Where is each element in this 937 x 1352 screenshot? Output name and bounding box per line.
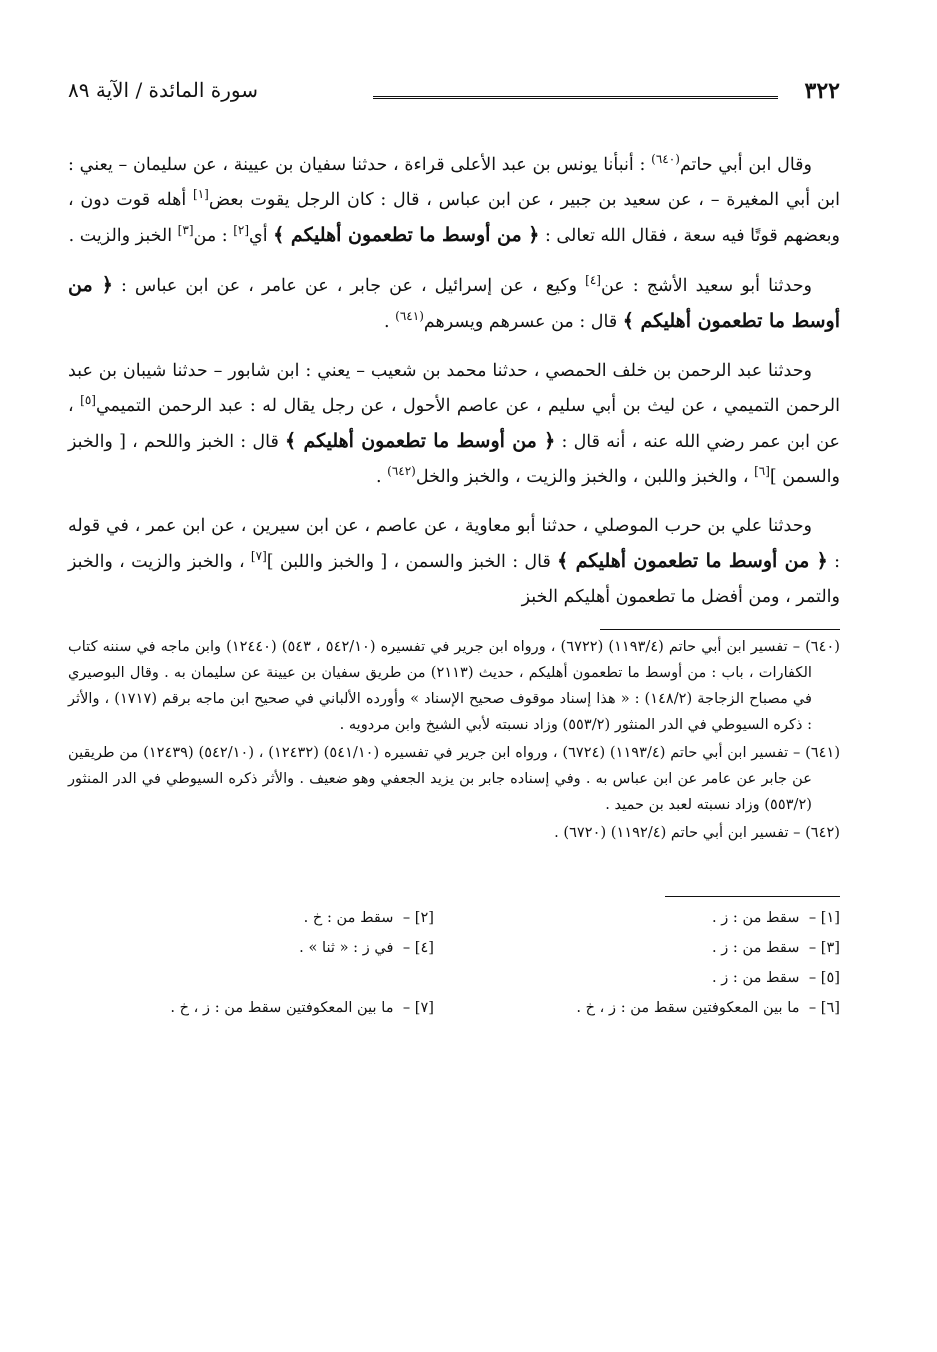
note-number: [٤] – bbox=[402, 939, 434, 956]
note-text: في ز : « ثنا » . bbox=[299, 939, 394, 956]
main-text bbox=[68, 148, 840, 615]
paragraph bbox=[68, 268, 840, 340]
paragraph-text: وحدثنا عبد الرحمن بن خلف الحمصي ، حدثنا محمد بن شعيب – يعني : ابن شابور – حدثنا شيبان بن عبد الرحمن التميمي ، عن ليث بن أبي سليم ، عن عاصم الأحول ، عن رجل يقال له : عبد الرحمن التميمي bbox=[68, 361, 840, 416]
quran-quote: ﴿ من أوسط ما تطعمون أهليكم ﴾ bbox=[273, 224, 540, 246]
note-text: سقط من : خ . bbox=[303, 909, 394, 926]
note-text: ما بين المعكوفتين سقط من : ز ، خ . bbox=[576, 999, 800, 1016]
paragraph-text: : من bbox=[193, 226, 234, 246]
editorial-note bbox=[68, 905, 434, 931]
paragraph-text: وكيع ، عن إسرائيل ، عن جابر ، عن عامر ، عن ابن عباس : bbox=[112, 276, 586, 296]
paragraph bbox=[68, 509, 840, 615]
note-number: [٣] – bbox=[808, 939, 840, 956]
paragraph-text: قال : من عسرهم ويسرهم bbox=[423, 312, 623, 332]
editorial-note bbox=[474, 995, 840, 1021]
paragraph-text: ، والخبز واللبن ، والخبز والزيت ، والخبز والخل bbox=[415, 467, 755, 487]
footnote-rule bbox=[600, 629, 840, 630]
note-reference: (٦٤٢) bbox=[387, 464, 416, 479]
quran-quote: ﴿ من أوسط ما تطعمون أهليكم ﴾ bbox=[285, 430, 556, 452]
note-text: ما بين المعكوفتين سقط من : ز ، خ . bbox=[170, 999, 394, 1016]
editorial-notes-rule bbox=[665, 896, 840, 897]
paragraph-text: وحدثنا علي بن حرب الموصلي ، حدثنا أبو معاوية ، عن عاصم ، عن ابن سيرين ، عن ابن عمر ، في قوله : bbox=[68, 516, 840, 572]
editorial-note bbox=[474, 905, 840, 931]
note-number: [٧] – bbox=[402, 999, 434, 1016]
paragraph-text: وقال ابن أبي حاتم bbox=[679, 155, 812, 175]
note-number: [٥] – bbox=[808, 969, 840, 986]
note-reference: [٢] bbox=[233, 223, 250, 238]
footnote: (٦٤٠) – تفسير ابن أبي حاتم (١١٩٣/٤) (٦٧٢٢) ، ورواه ابن جرير في تفسيره (٥٤٢/١٠ ، ٥٤٣) (١٢٤٤٠) وابن ماجه في سننه كتاب الكفارات ، باب : من أوسط ما تطعمون أهليكم ، حديث (٢١١٣) من طريق سفيان بن عيينة عن سليمان به . وقال البوصيري في مصباح الزجاجة (١٤٨/٢) : « هذا إسناد موقوف صحيح الإسناد » وأورده الألباني في صحيح ابن ماجه برقم (١٧١٧) ، والأثر : ذكره السيوطي في الدر المنثور (٥٥٣/٢) وزاد نسبته لأبي الشيخ وابن مردويه . bbox=[68, 638, 840, 733]
note-number: [٢] – bbox=[402, 909, 434, 926]
note-reference: [٥] bbox=[80, 393, 96, 408]
editorial-note bbox=[474, 965, 840, 991]
paragraph-text: . bbox=[375, 467, 388, 487]
editorial-note bbox=[68, 965, 434, 991]
paragraph-text: الخبز والزيت . bbox=[68, 226, 178, 246]
footnotes bbox=[68, 634, 840, 846]
note-reference: [٣] bbox=[177, 223, 194, 238]
editorial-notes bbox=[68, 905, 840, 1021]
paragraph-text: وحدثنا أبو سعيد الأشج : عن bbox=[600, 276, 813, 296]
paragraph-text: قال : الخبز واللحم ، [ والخبز والسمن ] bbox=[68, 432, 840, 487]
quran-quote: ﴿ من أوسط ما تطعمون أهليكم ﴾ bbox=[68, 274, 840, 332]
note-reference: [١] bbox=[193, 187, 209, 202]
paragraph-text: أهله قوت دون ، وبعضهم قوتًا فيه سعة ، فقال الله تعالى : bbox=[68, 190, 840, 246]
paragraph bbox=[68, 354, 840, 495]
paragraph-text: أي bbox=[249, 226, 274, 246]
note-reference: [٧] bbox=[250, 549, 267, 564]
note-number: [١] – bbox=[808, 909, 840, 926]
paragraph-text: . bbox=[384, 312, 396, 332]
editorial-note bbox=[68, 935, 434, 961]
note-reference: (٦٤٠) bbox=[651, 152, 680, 167]
page-header bbox=[68, 78, 840, 108]
paragraph-text: قال : الخبز والسمن ، [ والخبز واللبن ] bbox=[266, 552, 558, 572]
editorial-note bbox=[68, 995, 434, 1021]
paragraph-text: : أنبأنا يونس بن عبد الأعلى قراءة ، حدثنا سفيان بن عيينة ، عن سليمان – يعني : ابن أبي المغيرة – ، عن سعيد بن جبير ، عن ابن عباس ، قال : كان الرجل يقوت بعض bbox=[68, 155, 840, 210]
header-rule bbox=[373, 96, 778, 99]
note-text: سقط من : ز . bbox=[711, 909, 800, 926]
note-reference: [٦] bbox=[754, 464, 770, 479]
paragraph-text: ، عن ابن عمر رضي الله عنه ، أنه قال : bbox=[68, 396, 840, 452]
footnote: (٦٤٢) – تفسير ابن أبي حاتم (١١٩٢/٤) (٦٧٢٠) . bbox=[554, 824, 840, 841]
editorial-note bbox=[474, 935, 840, 961]
note-reference: (٦٤١) bbox=[395, 309, 424, 324]
note-text: سقط من : ز . bbox=[711, 969, 800, 986]
note-text: سقط من : ز . bbox=[711, 939, 800, 956]
footnote: (٦٤١) – تفسير ابن أبي حاتم (١١٩٣/٤) (٦٧٢٤) ، ورواه ابن جرير في تفسيره (٥٤١/١٠) (١٢٤٣٢) ، (٥٤٢/١٠) (١٢٤٣٩) من طريقين عن جابر عن عامر عن ابن عباس به . وفي إسناده جابر بن يزيد الجعفي وهو ضعيف . والأثر ذكره السيوطي في الدر المنثور (٥٥٣/٢) وزاد نسبته لعبد بن حميد . bbox=[68, 744, 841, 813]
paragraph bbox=[68, 148, 840, 254]
page-number: ٣٢٢ bbox=[804, 78, 840, 104]
paragraph-text: ، والخبز والزيت ، والخبز والتمر ، ومن أفضل ما تطعمون أهليكم الخبز bbox=[68, 552, 840, 607]
running-title: سورة المائدة / الآية ٨٩ bbox=[68, 78, 258, 102]
quran-quote: ﴿ من أوسط ما تطعمون أهليكم ﴾ bbox=[557, 550, 828, 572]
note-number: [٦] – bbox=[808, 999, 840, 1016]
note-reference: [٤] bbox=[585, 273, 601, 288]
book-page bbox=[68, 78, 840, 1021]
